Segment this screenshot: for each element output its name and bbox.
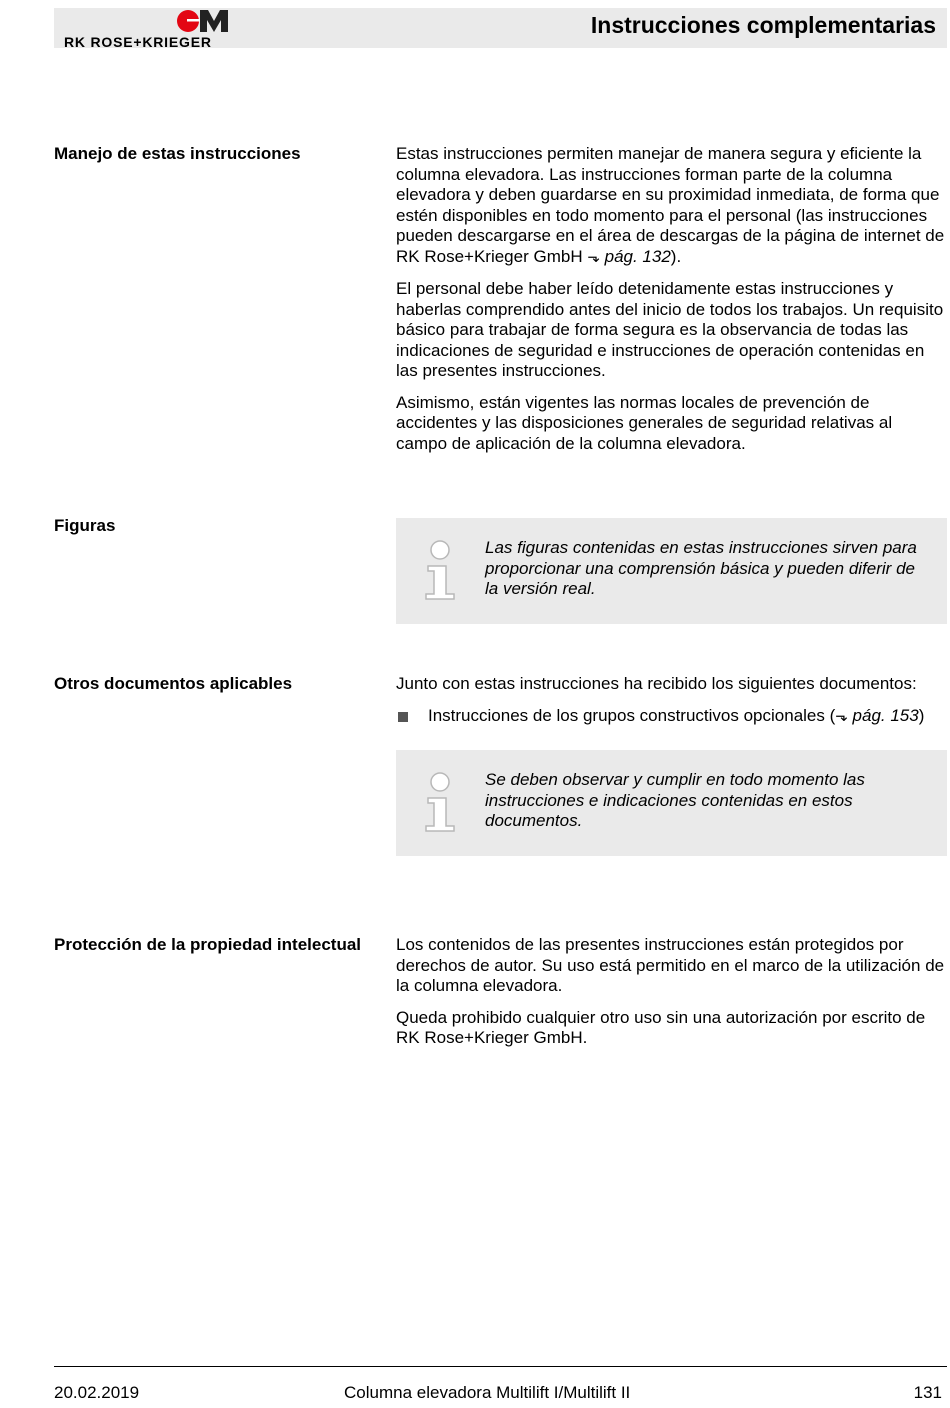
section-body (396, 674, 947, 856)
paragraph-text: Estas instrucciones permiten manejar de manera segura y eficiente la columna elevadora. Las instrucciones forman parte de la columna elevadora y deben guardarse en su proximidad inmediata, de forma que estén disponibles en todo momento para el personal (las instrucciones pueden descargarse en el área de descargas de la página de internet de RK Rose+Krieger GmbH (396, 144, 945, 266)
page-number: 131 (913, 1383, 942, 1402)
paragraph: El personal debe haber leído detenidamente estas instrucciones y haberlas comprendido antes del inicio de todos los trabajos. Un requisito básico para trabajar de forma segura es la observancia de todas las indicaciones de seguridad e instrucciones de operación contenidas en las presentes instrucciones. (396, 279, 944, 380)
note-text: Se deben observar y cumplir en todo momento las instrucciones e indicaciones contenidas en estos documentos. (485, 770, 865, 830)
section-heading: Manejo de estas instrucciones (54, 144, 301, 163)
logo-text: RK ROSE+KRIEGER (64, 34, 212, 50)
footer-date: 20.02.2019 (54, 1383, 140, 1402)
page-title: Instrucciones complementarias (590, 12, 936, 38)
reference-arrow-icon: ⬎ (835, 707, 848, 725)
paragraph: Queda prohibido cualquier otro uso sin una autorización por escrito de RK Rose+Krieger GmbH. (396, 1007, 926, 1047)
logo-mark-icon (176, 9, 228, 33)
paragraph: Junto con estas instrucciones ha recibido los siguientes documentos: (396, 674, 917, 693)
note-text: Las figuras contenidas en estas instrucciones sirven para proporcionar una comprensión básica y pueden diferir de la versión real. (485, 538, 917, 598)
company-logo (62, 8, 232, 50)
section-body (396, 935, 947, 1060)
section-heading: Figuras (54, 516, 116, 535)
info-note-box (396, 750, 947, 856)
info-note-box (396, 518, 947, 624)
paragraph (396, 144, 947, 268)
page-reference-link[interactable]: pág. 132 (604, 246, 671, 266)
list-item (396, 706, 947, 728)
bullet-square-icon (398, 712, 408, 722)
info-icon (422, 770, 458, 832)
footer-product-name: Columna elevadora Multilift I/Multilift II (344, 1383, 631, 1402)
info-icon (422, 538, 458, 600)
paragraph: Asimismo, están vigentes las normas locales de prevención de accidentes y las disposiciones generales de seguridad relativas al campo de aplicación de la columna elevadora. (396, 392, 893, 453)
paragraph: Los contenidos de las presentes instrucciones están protegidos por derechos de autor. Su uso está permitido en el marco de la utilización de la columna elevadora. (396, 935, 945, 995)
section-heading: Protección de la propiedad intelectual (54, 935, 362, 954)
section-body (396, 144, 947, 465)
reference-arrow-icon: ⬎ (587, 248, 600, 266)
list-item-end: ) (918, 705, 925, 725)
section-body (396, 518, 947, 624)
paragraph-end: ). (670, 246, 682, 266)
section-heading: Otros documentos aplicables (54, 674, 293, 693)
page-reference-link[interactable]: pág. 153 (852, 705, 919, 725)
list-item-text: Instrucciones de los grupos constructivos opcionales ( (428, 705, 836, 725)
footer-divider (54, 1366, 947, 1367)
